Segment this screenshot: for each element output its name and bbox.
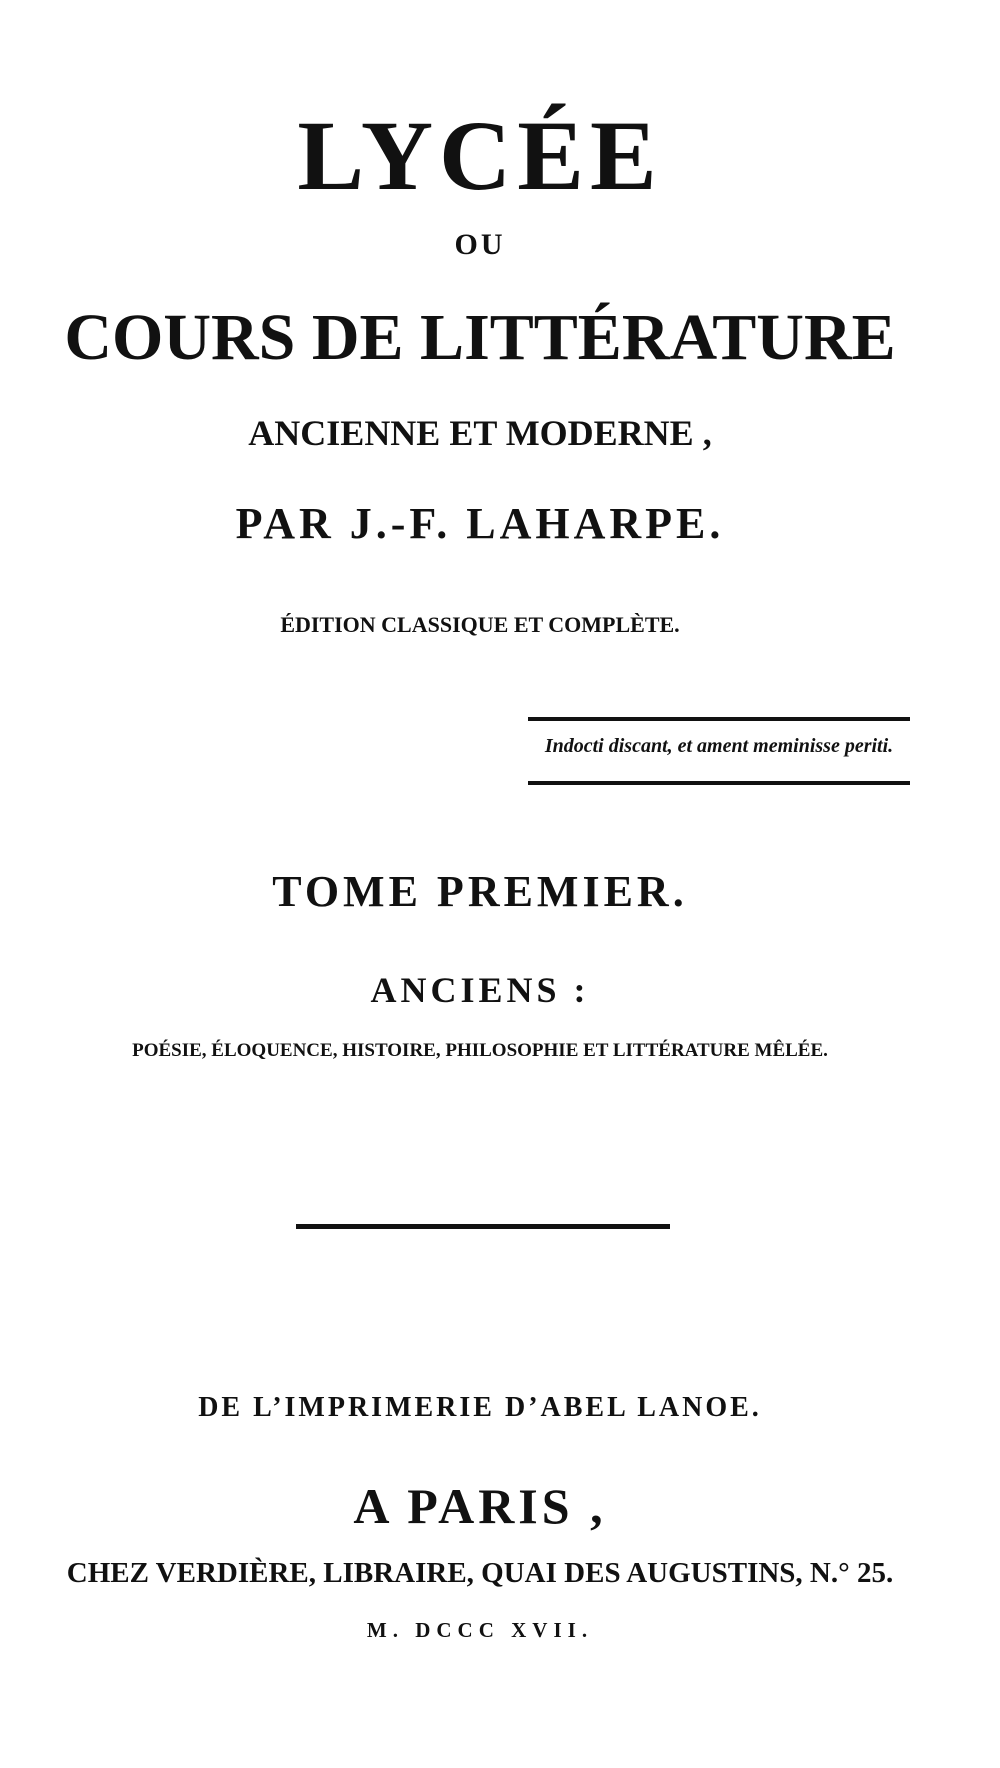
volume-label: TOME PREMIER. xyxy=(272,867,688,916)
book-subtitle-line2: ANCIENNE ET MODERNE , xyxy=(248,413,712,453)
section-heading: ANCIENS : xyxy=(370,970,590,1010)
subjects-line: POÉSIE, ÉLOQUENCE, HISTOIRE, PHILOSOPHIE ET LITTÉRATURE MÊLÉE. xyxy=(132,1040,828,1061)
book-subtitle: COURS DE LITTÉRATURE xyxy=(64,301,896,374)
book-title: LYCÉE xyxy=(297,100,663,211)
title-conjunction: OU xyxy=(454,228,506,261)
printer-line: DE L’IMPRIMERIE D’ABEL LANOE. xyxy=(198,1392,762,1423)
city-line: A PARIS , xyxy=(353,1478,607,1534)
epigraph-top-rule xyxy=(528,717,910,721)
publication-date: M. DCCC XVII. xyxy=(366,1618,594,1642)
author-line: PAR J.-F. LAHARPE. xyxy=(235,499,725,548)
divider-rule xyxy=(296,1224,670,1229)
publisher-line: CHEZ VERDIÈRE, LIBRAIRE, QUAI DES AUGUSTINS, N.° 25. xyxy=(66,1557,894,1589)
epigraph: Indocti discant, et ament meminisse periti. xyxy=(544,735,894,757)
edition-line: ÉDITION CLASSIQUE ET COMPLÈTE. xyxy=(280,612,680,637)
epigraph-bottom-rule xyxy=(528,781,910,785)
